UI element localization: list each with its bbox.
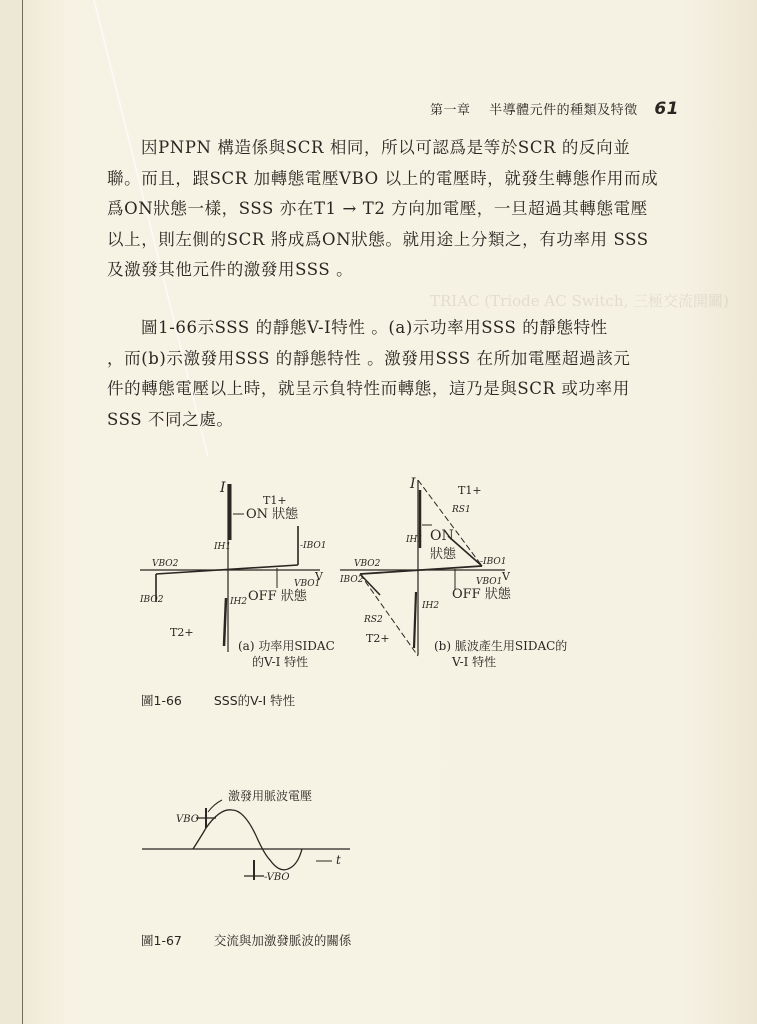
svg-text:I: I [410,476,416,492]
svg-text:激發用脈波電壓: 激發用脈波電壓 [228,789,313,803]
svg-text:t: t [336,853,341,867]
svg-text:RS2: RS2 [364,615,383,625]
figure-1-67-waveform [130,780,370,890]
svg-text:VBO: VBO [176,814,199,825]
svg-text:T1+: T1+ [458,484,482,497]
svg-text:T1+: T1+ [263,494,287,507]
svg-text:的V-I 特性: 的V-I 特性 [252,655,309,669]
svg-text:V-I 特性: V-I 特性 [452,655,497,669]
chapter-title: 半導體元件的種類及特徵 [489,103,638,118]
svg-text:VBO1: VBO1 [476,577,503,587]
text-line: 爲ON狀態一樣，SSS 亦在T1 → T2 方向加電壓，一旦超過其轉態電壓 [107,199,648,218]
svg-text:VBO2: VBO2 [354,559,381,569]
svg-text:(a) 功率用SIDAC: (a) 功率用SIDAC [238,639,335,653]
figure-1-67-caption [141,931,351,949]
svg-text:-VBO: -VBO [264,872,290,883]
svg-text:ON 狀態: ON 狀態 [246,507,299,522]
text-line: 及激發其他元件的激發用SSS 。 [107,260,354,279]
figure-1-66a-vi-curve [130,470,360,680]
svg-text:狀態: 狀態 [430,547,457,562]
chapter-label: 第一章 [430,103,471,118]
figure-1-66-caption [141,691,295,709]
paragraph-2 [107,313,667,435]
paragraph-1 [107,133,667,286]
svg-text:T2+: T2+ [366,632,390,645]
text-line: ，而(b)示激發用SSS 的靜態特性 。激發用SSS 在所加電壓超過該元 [107,348,631,368]
svg-text:OFF 狀態: OFF 狀態 [452,587,511,602]
svg-text:-IBO1: -IBO1 [480,557,507,567]
svg-text:I: I [220,480,226,496]
svg-text:IH1: IH1 [214,542,232,552]
page-number: 61 [654,99,679,119]
svg-text:IH2: IH2 [230,597,248,607]
text-line: 件的轉態電壓以上時，就呈示負特性而轉態，這乃是與SCR 或功率用 [107,379,630,398]
text-line: 以上，則左側的SCR 將成爲ON狀態。就用途上分類之，有功率用 SSS [107,229,649,249]
text-line: 因PNPN 構造係與SCR 相同，所以可認爲是等於SCR 的反向並 [141,138,631,157]
svg-text:T2+: T2+ [170,626,194,639]
figure-1-66b-vi-curve [330,470,570,680]
bleed-through-text: TRIAC (Triode AC Switch, 三極交流開關) [430,292,729,310]
svg-text:V: V [315,570,323,583]
svg-text:IH1: IH1 [406,535,424,545]
svg-text:IBO2: IBO2 [140,595,164,605]
text-line: 聯。而且，跟SCR 加轉態電壓VBO 以上的電壓時，就發生轉態作用而成 [107,168,659,188]
svg-text:RS1: RS1 [452,505,471,515]
figure-title: SSS的V-I 特性 [213,693,296,708]
figure-number: 圖1-66 [141,693,182,708]
figure-title: 交流與加激發脈波的關係 [213,933,352,948]
svg-text:-IBO1: -IBO1 [300,541,327,551]
svg-text:(b) 脈波產生用SIDAC的: (b) 脈波產生用SIDAC的 [434,639,568,653]
svg-text:VBO2: VBO2 [152,559,179,569]
svg-text:VBO1: VBO1 [294,579,321,589]
text-line: SSS 不同之處。 [107,409,234,429]
text-line: 圖1-66示SSS 的靜態V-I特性 。(a)示功率用SSS 的靜態特性 [141,318,608,337]
svg-text:IBO2: IBO2 [340,575,364,585]
running-header [430,99,679,119]
svg-text:ON: ON [430,528,454,544]
svg-text:V: V [502,570,510,583]
svg-text:OFF 狀態: OFF 狀態 [248,589,307,604]
svg-text:IH2: IH2 [422,601,440,611]
figure-number: 圖1-67 [141,933,182,948]
book-spine [0,0,22,1024]
